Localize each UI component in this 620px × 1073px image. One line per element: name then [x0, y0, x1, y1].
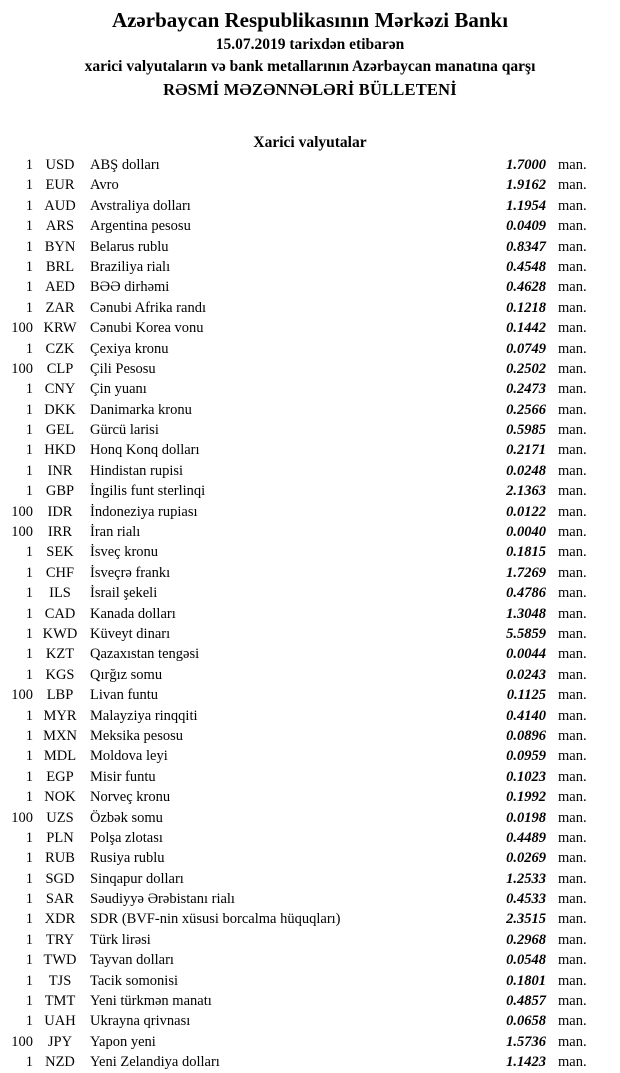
- currency-row: [0, 563, 620, 583]
- currency-code-cell: KZT: [45, 646, 75, 663]
- currency-row: [0, 909, 620, 929]
- unit-cell: man.: [558, 381, 587, 398]
- unit-cell: man.: [558, 809, 587, 826]
- unit-cell: man.: [558, 238, 587, 255]
- currency-code-cell: CHF: [45, 564, 75, 581]
- currency-row: [0, 644, 620, 664]
- currency-name-cell: Danimarka kronu: [90, 401, 192, 418]
- unit-cell: man.: [558, 442, 587, 459]
- unit-cell: man.: [558, 585, 587, 602]
- rate-cell: 0.4628: [506, 279, 546, 296]
- quantity-cell: 1: [25, 707, 33, 724]
- quantity-cell: 1: [25, 177, 33, 194]
- quantity-cell: 100: [11, 320, 33, 337]
- rate-cell: 0.2566: [506, 401, 546, 418]
- currency-code-cell: NOK: [44, 789, 76, 806]
- currency-code-cell: MDL: [43, 748, 77, 765]
- currency-code-cell: KWD: [42, 625, 78, 642]
- quantity-cell: 1: [25, 340, 33, 357]
- quantity-cell: 1: [25, 544, 33, 561]
- currency-row: [0, 808, 620, 828]
- currency-code-cell: TRY: [45, 931, 75, 948]
- rate-cell: 0.0548: [506, 952, 546, 969]
- rate-cell: 0.4533: [506, 891, 546, 908]
- currency-row: [0, 257, 620, 277]
- currency-row: [0, 828, 620, 848]
- rate-cell: 1.9162: [506, 177, 546, 194]
- unit-cell: man.: [558, 299, 587, 316]
- currency-name-cell: Qırğız somu: [90, 666, 163, 683]
- quantity-cell: 1: [25, 666, 33, 683]
- currency-code-cell: USD: [45, 157, 75, 173]
- currency-row: [0, 665, 620, 685]
- currency-row: [0, 420, 620, 440]
- unit-cell: man.: [558, 197, 587, 214]
- unit-cell: man.: [558, 544, 587, 561]
- unit-cell: man.: [558, 218, 587, 235]
- quantity-cell: 1: [25, 462, 33, 479]
- currency-code-cell: IRR: [47, 524, 73, 541]
- rate-cell: 0.0269: [506, 850, 546, 867]
- quantity-cell: 1: [25, 931, 33, 948]
- currency-name-cell: İsrail şekeli: [90, 585, 158, 602]
- rate-cell: 0.1023: [506, 768, 546, 785]
- currency-code-cell: INR: [47, 462, 73, 479]
- currency-name-cell: Çexiya kronu: [90, 340, 169, 357]
- unit-cell: man.: [558, 666, 587, 683]
- quantity-cell: 1: [25, 646, 33, 663]
- currency-code-cell: ARS: [45, 218, 75, 235]
- quantity-cell: 1: [25, 279, 33, 296]
- currency-code-cell: CNY: [44, 381, 76, 398]
- unit-cell: man.: [558, 952, 587, 969]
- currency-code-cell: CLP: [46, 360, 74, 377]
- unit-cell: man.: [558, 157, 587, 173]
- currency-row: [0, 930, 620, 950]
- currency-row: [0, 277, 620, 297]
- rate-cell: 0.0409: [506, 218, 546, 235]
- currency-name-cell: İsveçrə frankı: [90, 564, 171, 581]
- quantity-cell: 1: [25, 483, 33, 500]
- currency-code-cell: BYN: [44, 238, 76, 255]
- currency-code-cell: JPY: [47, 1033, 73, 1050]
- currency-row: [0, 522, 620, 542]
- currency-row: [0, 216, 620, 236]
- currency-name-cell: Livan funtu: [90, 687, 159, 704]
- currency-code-cell: RUB: [45, 850, 75, 867]
- unit-cell: man.: [558, 727, 587, 744]
- quantity-cell: 1: [25, 218, 33, 235]
- currency-code-cell: ZAR: [45, 299, 75, 316]
- currency-name-cell: Moldova leyi: [90, 748, 168, 765]
- effective-date-line: 15.07.2019 tarixdən etibarən: [215, 36, 405, 53]
- unit-cell: man.: [558, 870, 587, 887]
- section-title-foreign-currencies: Xarici valyutalar: [253, 134, 367, 151]
- currency-name-cell: Malayziya rinqqiti: [90, 707, 198, 724]
- rate-cell: 1.5736: [506, 1033, 546, 1050]
- currency-row: [0, 787, 620, 807]
- currency-code-cell: KGS: [45, 666, 75, 683]
- currency-row: [0, 848, 620, 868]
- unit-cell: man.: [558, 258, 587, 275]
- rate-cell: 0.1801: [506, 972, 546, 989]
- unit-cell: man.: [558, 829, 587, 846]
- unit-cell: man.: [558, 625, 587, 642]
- unit-cell: man.: [558, 1054, 587, 1071]
- unit-cell: man.: [558, 972, 587, 989]
- currency-name-cell: Avro: [90, 177, 119, 194]
- currency-row: [0, 440, 620, 460]
- rate-cell: 0.0248: [506, 462, 546, 479]
- currency-name-cell: İsveç kronu: [90, 544, 159, 561]
- bank-name-title: Azərbaycan Respublikasının Mərkəzi Bankı: [111, 8, 509, 32]
- currency-name-cell: Türk lirəsi: [90, 931, 151, 948]
- currency-row: [0, 400, 620, 420]
- rate-cell: 1.2533: [506, 870, 546, 887]
- currency-name-cell: Yeni Zelandiya dolları: [90, 1054, 220, 1071]
- unit-cell: man.: [558, 483, 587, 500]
- currency-code-cell: CAD: [44, 605, 76, 622]
- currency-name-cell: Kanada dolları: [90, 605, 176, 622]
- quantity-cell: 100: [11, 360, 33, 377]
- currency-row: [0, 971, 620, 991]
- quantity-cell: 1: [25, 789, 33, 806]
- currency-code-cell: DKK: [44, 401, 76, 418]
- currency-row: [0, 318, 620, 338]
- currency-name-cell: Polşa zlotası: [90, 829, 163, 846]
- currency-name-cell: SDR (BVF-nin xüsusi borcalma hüquqları): [90, 911, 341, 928]
- currency-code-cell: UAH: [44, 1013, 76, 1030]
- currency-code-cell: IDR: [47, 503, 73, 520]
- rate-cell: 2.1363: [506, 483, 546, 500]
- currency-row: [0, 196, 620, 216]
- quantity-cell: 1: [25, 1013, 33, 1030]
- currency-name-cell: Qazaxıstan tengəsi: [90, 646, 200, 663]
- unit-cell: man.: [558, 320, 587, 337]
- quantity-cell: 1: [25, 911, 33, 928]
- currency-name-cell: İndoneziya rupiası: [90, 503, 198, 520]
- quantity-cell: 1: [25, 381, 33, 398]
- currency-row: [0, 1032, 620, 1052]
- quantity-cell: 1: [25, 952, 33, 969]
- currency-code-cell: EUR: [45, 177, 75, 194]
- quantity-cell: 1: [25, 850, 33, 867]
- quantity-cell: 1: [25, 585, 33, 602]
- quantity-cell: 100: [11, 687, 33, 704]
- currency-row: [0, 889, 620, 909]
- unit-cell: man.: [558, 340, 587, 357]
- currency-name-cell: Sinqapur dolları: [90, 870, 184, 887]
- currency-row: [0, 746, 620, 766]
- currency-name-cell: Yeni türkmən manatı: [90, 993, 212, 1010]
- quantity-cell: 1: [25, 891, 33, 908]
- unit-cell: man.: [558, 768, 587, 785]
- currency-name-cell: Çili Pesosu: [90, 360, 156, 377]
- currency-code-cell: CZK: [45, 340, 75, 357]
- currency-code-cell: UZS: [46, 809, 74, 826]
- quantity-cell: 1: [25, 401, 33, 418]
- document-header: [0, 0, 620, 101]
- rate-cell: 0.1125: [506, 687, 546, 704]
- unit-cell: man.: [558, 401, 587, 418]
- unit-cell: man.: [558, 748, 587, 765]
- rate-cell: 1.7269: [506, 564, 546, 581]
- currency-name-cell: Meksika pesosu: [90, 727, 184, 744]
- quantity-cell: 1: [25, 870, 33, 887]
- currency-name-cell: Misir funtu: [90, 768, 156, 785]
- unit-cell: man.: [558, 360, 587, 377]
- unit-cell: man.: [558, 993, 587, 1010]
- unit-cell: man.: [558, 605, 587, 622]
- rate-cell: 0.1218: [506, 299, 546, 316]
- currency-name-cell: BƏƏ dirhəmi: [90, 279, 170, 296]
- rate-cell: 0.2968: [506, 931, 546, 948]
- currency-code-cell: KRW: [43, 320, 77, 337]
- rate-cell: 0.0243: [506, 666, 546, 683]
- unit-cell: man.: [558, 789, 587, 806]
- currency-row: [0, 379, 620, 399]
- currency-name-cell: Hindistan rupisi: [90, 462, 184, 479]
- currency-code-cell: XDR: [44, 911, 76, 928]
- currency-row: [0, 359, 620, 379]
- rate-cell: 0.1992: [506, 789, 546, 806]
- currency-code-cell: SGD: [45, 870, 75, 887]
- currency-name-cell: Küveyt dinarı: [90, 625, 171, 642]
- rate-cell: 0.2473: [506, 381, 546, 398]
- rate-cell: 0.4786: [506, 585, 546, 602]
- currency-row: [0, 1011, 620, 1031]
- rate-cell: 0.4857: [506, 993, 546, 1010]
- subtitle-line: xarici valyutaların və bank metallarının Azərbaycan manatına qarşı: [84, 58, 536, 75]
- unit-cell: man.: [558, 524, 587, 541]
- currency-name-cell: Tayvan dolları: [90, 952, 174, 969]
- currency-name-cell: Belarus rublu: [90, 238, 169, 255]
- unit-cell: man.: [558, 1013, 587, 1030]
- currency-code-cell: SEK: [46, 544, 74, 561]
- currency-code-cell: NZD: [45, 1054, 75, 1071]
- unit-cell: man.: [558, 707, 587, 724]
- currency-name-cell: Norveç kronu: [90, 789, 171, 806]
- unit-cell: man.: [558, 646, 587, 663]
- currency-name-cell: Argentina pesosu: [90, 218, 191, 235]
- currency-row: [0, 155, 620, 175]
- rate-cell: 0.0122: [506, 503, 546, 520]
- rate-cell: 0.1442: [506, 320, 546, 337]
- rate-cell: 0.4548: [506, 258, 546, 275]
- quantity-cell: 1: [25, 197, 33, 214]
- quantity-cell: 1: [25, 442, 33, 459]
- currency-code-cell: AED: [45, 279, 75, 296]
- rate-cell: 0.4489: [506, 829, 546, 846]
- currency-row: [0, 767, 620, 787]
- currency-row: [0, 991, 620, 1011]
- currency-row: [0, 950, 620, 970]
- quantity-cell: 1: [25, 625, 33, 642]
- rate-cell: 0.0040: [506, 524, 546, 541]
- currency-table: [0, 155, 620, 1073]
- currency-name-cell: Rusiya rublu: [90, 850, 165, 867]
- currency-name-cell: Səudiyyə Ərəbistanı rialı: [90, 891, 235, 908]
- currency-code-cell: MYR: [43, 707, 77, 724]
- rate-cell: 0.4140: [506, 707, 546, 724]
- quantity-cell: 1: [25, 258, 33, 275]
- rate-cell: 0.2502: [506, 360, 546, 377]
- rate-cell: 0.0044: [506, 646, 546, 663]
- currency-row: [0, 685, 620, 705]
- currency-name-cell: Honq Konq dolları: [90, 442, 200, 459]
- rate-cell: 1.3048: [506, 605, 546, 622]
- currency-row: [0, 502, 620, 522]
- unit-cell: man.: [558, 177, 587, 194]
- quantity-cell: 1: [25, 238, 33, 255]
- currency-code-cell: BRL: [45, 258, 75, 275]
- currency-row: [0, 706, 620, 726]
- rate-cell: 0.0658: [506, 1013, 546, 1030]
- currency-row: [0, 339, 620, 359]
- rate-cell: 0.1815: [506, 544, 546, 561]
- unit-cell: man.: [558, 687, 587, 704]
- bulletin-title: RƏSMİ MƏZƏNNƏLƏRİ BÜLLETENİ: [163, 80, 457, 99]
- currency-code-cell: TWD: [43, 952, 77, 969]
- currency-name-cell: Gürcü larisi: [90, 422, 159, 439]
- quantity-cell: 1: [25, 564, 33, 581]
- quantity-cell: 1: [25, 993, 33, 1010]
- currency-code-cell: LBP: [46, 687, 74, 704]
- unit-cell: man.: [558, 1033, 587, 1050]
- quantity-cell: 100: [11, 809, 33, 826]
- rate-cell: 1.7000: [506, 157, 546, 173]
- currency-code-cell: GEL: [45, 422, 75, 439]
- unit-cell: man.: [558, 503, 587, 520]
- quantity-cell: 100: [11, 1033, 33, 1050]
- currency-name-cell: ABŞ dolları: [90, 157, 160, 173]
- currency-code-cell: MXN: [43, 727, 77, 744]
- currency-name-cell: Braziliya rialı: [90, 258, 171, 275]
- currency-name-cell: Ukrayna qrivnası: [90, 1013, 191, 1030]
- currency-name-cell: Avstraliya dolları: [90, 197, 191, 214]
- currency-name-cell: Özbək somu: [90, 809, 163, 826]
- quantity-cell: 100: [11, 503, 33, 520]
- quantity-cell: 1: [25, 829, 33, 846]
- rate-cell: 0.0749: [506, 340, 546, 357]
- currency-row: [0, 237, 620, 257]
- currency-code-cell: PLN: [46, 829, 74, 846]
- rate-cell: 0.2171: [506, 442, 546, 459]
- quantity-cell: 100: [11, 524, 33, 541]
- currency-name-cell: İran rialı: [90, 524, 141, 541]
- currency-code-cell: EGP: [46, 768, 74, 785]
- quantity-cell: 1: [25, 972, 33, 989]
- rate-cell: 0.8347: [506, 238, 546, 255]
- quantity-cell: 1: [25, 1054, 33, 1071]
- rate-cell: 0.5985: [506, 422, 546, 439]
- currency-code-cell: GBP: [45, 483, 75, 500]
- rate-cell: 5.5859: [506, 625, 546, 642]
- currency-name-cell: Tacik somonisi: [90, 972, 178, 989]
- currency-row: [0, 481, 620, 501]
- quantity-cell: 1: [25, 727, 33, 744]
- currency-name-cell: Çin yuanı: [90, 381, 147, 398]
- quantity-cell: 1: [25, 157, 33, 173]
- currency-row: [0, 869, 620, 889]
- currency-row: [0, 583, 620, 603]
- currency-name-cell: Yapon yeni: [90, 1033, 156, 1050]
- currency-row: [0, 542, 620, 562]
- currency-row: [0, 624, 620, 644]
- quantity-cell: 1: [25, 422, 33, 439]
- quantity-cell: 1: [25, 768, 33, 785]
- quantity-cell: 1: [25, 605, 33, 622]
- currency-name-cell: İngilis funt sterlinqi: [90, 483, 206, 500]
- rate-cell: 1.1423: [506, 1054, 546, 1071]
- currency-row: [0, 461, 620, 481]
- currency-code-cell: HKD: [44, 442, 76, 459]
- unit-cell: man.: [558, 931, 587, 948]
- unit-cell: man.: [558, 891, 587, 908]
- currency-code-cell: AUD: [44, 197, 76, 214]
- rate-cell: 0.0198: [506, 809, 546, 826]
- currency-code-cell: SAR: [45, 891, 75, 908]
- rate-cell: 2.3515: [506, 911, 546, 928]
- quantity-cell: 1: [25, 299, 33, 316]
- currency-row: [0, 604, 620, 624]
- rate-cell: 1.1954: [506, 197, 546, 214]
- unit-cell: man.: [558, 422, 587, 439]
- currency-row: [0, 175, 620, 195]
- currency-code-cell: ILS: [49, 585, 71, 602]
- unit-cell: man.: [558, 462, 587, 479]
- rate-cell: 0.0959: [506, 748, 546, 765]
- currency-row: [0, 298, 620, 318]
- unit-cell: man.: [558, 850, 587, 867]
- currency-row: [0, 726, 620, 746]
- unit-cell: man.: [558, 564, 587, 581]
- currency-row: [0, 1052, 620, 1072]
- rate-cell: 0.0896: [506, 727, 546, 744]
- currency-name-cell: Cənubi Afrika randı: [90, 299, 206, 316]
- currency-code-cell: TMT: [44, 993, 76, 1010]
- quantity-cell: 1: [25, 748, 33, 765]
- unit-cell: man.: [558, 279, 587, 296]
- currency-name-cell: Cənubi Korea vonu: [90, 320, 204, 337]
- currency-code-cell: TJS: [48, 972, 72, 989]
- unit-cell: man.: [558, 911, 587, 928]
